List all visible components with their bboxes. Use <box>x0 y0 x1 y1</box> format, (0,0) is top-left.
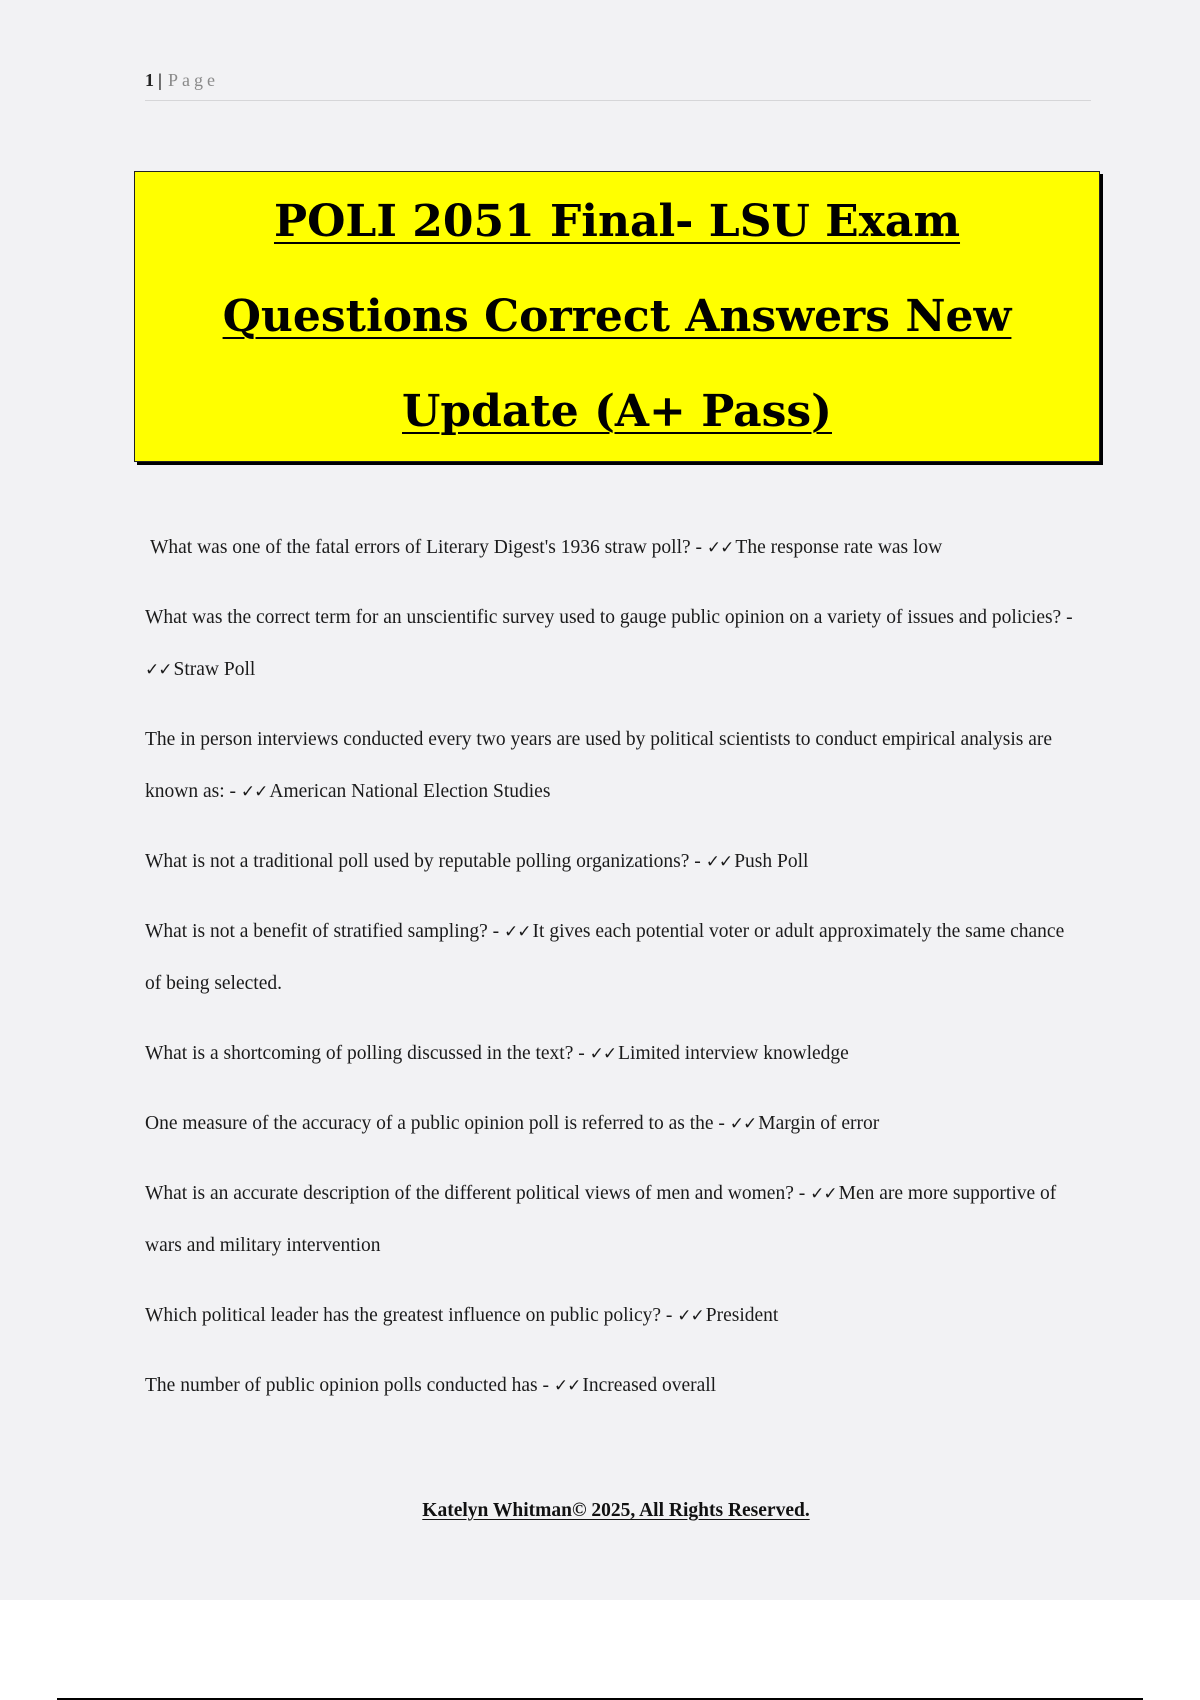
double-check-icon: ✓✓ <box>240 782 268 802</box>
question-text: The number of public opinion polls conducted has - <box>145 1375 554 1396</box>
qa-list <box>145 522 1085 1430</box>
double-check-icon: ✓✓ <box>729 1114 757 1134</box>
qa-item <box>145 1290 1085 1342</box>
double-check-icon: ✓✓ <box>504 922 531 942</box>
question-text: What is not a benefit of stratified sampling? - <box>145 921 505 942</box>
question-text: What is an accurate description of the different political views of men and women? - <box>145 1183 811 1204</box>
answer-text: The response rate was low <box>735 537 943 558</box>
question-text: What is not a traditional poll used by reputable polling organizations? - <box>145 851 706 872</box>
question-text: Which political leader has the greatest influence on public policy? - <box>145 1305 678 1326</box>
answer-text: Men are more supportive of wars and military intervention <box>145 1183 1057 1256</box>
answer-text: American National Election Studies <box>269 781 551 802</box>
double-check-icon: ✓✓ <box>706 538 734 558</box>
qa-item <box>145 906 1085 1010</box>
question-text: One measure of the accuracy of a public opinion poll is referred to as the - <box>145 1113 730 1134</box>
answer-text: Increased overall <box>582 1375 717 1396</box>
qa-item <box>145 836 1085 888</box>
double-check-icon: ✓✓ <box>677 1306 704 1326</box>
qa-item <box>145 1168 1085 1272</box>
double-check-icon: ✓✓ <box>145 660 172 680</box>
qa-item <box>145 1028 1085 1080</box>
double-check-icon: ✓✓ <box>589 1044 617 1064</box>
answer-text: Push Poll <box>734 851 809 872</box>
answer-text: Straw Poll <box>173 659 256 680</box>
title-box <box>134 171 1100 462</box>
copyright-text: Katelyn Whitman© 2025, All Rights Reserved. <box>422 1500 810 1521</box>
qa-item <box>145 1098 1085 1150</box>
page-label: Page <box>167 70 219 90</box>
answer-text: Limited interview knowledge <box>618 1043 849 1064</box>
answer-text: President <box>705 1305 779 1326</box>
qa-item <box>145 522 1085 574</box>
page-number: 1 <box>145 70 154 90</box>
page-separator: | <box>158 70 162 90</box>
question-text: The in person interviews conducted every two years are used by political scientists to conduct empirical analysis are known as: - <box>145 729 1052 802</box>
answer-text: It gives each potential voter or adult approximately the same chance of being selected. <box>145 921 1065 994</box>
qa-item <box>145 714 1085 818</box>
double-check-icon: ✓✓ <box>705 852 733 872</box>
double-check-icon: ✓✓ <box>810 1184 837 1204</box>
question-text: What is a shortcoming of polling discussed in the text? - <box>145 1043 590 1064</box>
double-check-icon: ✓✓ <box>553 1376 581 1396</box>
copyright-footer <box>0 1500 1200 1522</box>
question-text: What was the correct term for an unscientific survey used to gauge public opinion on a variety of issues and policies? - <box>145 607 1073 628</box>
page-header <box>145 70 1091 101</box>
document-title: POLI 2051 Final- LSU Exam Questions Correct Answers New Update (A+ Pass) <box>222 196 1012 437</box>
qa-item <box>145 1360 1085 1412</box>
qa-item <box>145 592 1085 696</box>
question-text: What was one of the fatal errors of Literary Digest's 1936 straw poll? - <box>150 537 707 558</box>
answer-text: Margin of error <box>758 1113 880 1134</box>
